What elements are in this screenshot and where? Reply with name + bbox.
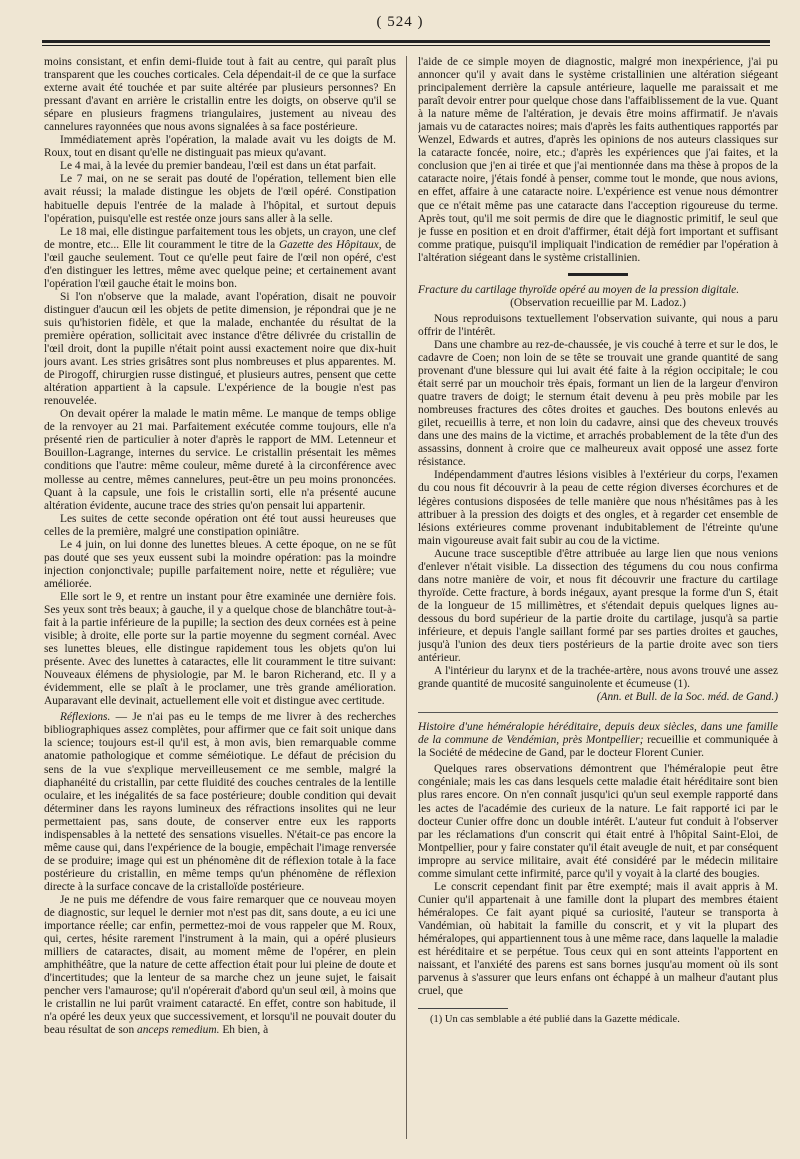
- paragraph: [44, 894, 396, 1038]
- source-citation: (Ann. et Bull. de la Soc. méd. de Gand.): [596, 691, 778, 704]
- paragraph: Aucune trace susceptible d'être attribuée au large lien que nous venions d'enlever n'était visible. La dissection des tégumens du cou nous confirma dans notre manière de voir, et nous fit découvrir une fracture du cartilage thyroïde. Cette fracture, à bords inégaux, ayant presque la forme d'un S, était de la longueur de 15 millimètres, et s'étendait depuis quelques lignes au-dessous du bord supérieur de la partie droite du cartilage, jusqu'à sa partie inférieure, et depuis l'angle saillant formé par ses parties droites et gauches, jusqu'à l'union des deux tiers postérieurs de la partie droite avec son tiers antérieur.: [418, 547, 778, 665]
- footnote-rule: [418, 1008, 508, 1009]
- reflexions-paragraph: [44, 711, 396, 894]
- column-divider: [406, 56, 407, 1139]
- page-number: ( 524 ): [376, 14, 424, 30]
- paragraph: Immédiatement après l'opération, la malade avait vu les doigts de M. Roux, tout en disant qu'elle ne distinguait pas mieux qu'avant.: [44, 134, 396, 160]
- reflexions-label: Réflexions.: [60, 711, 111, 724]
- title-italic: Histoire d'une héméralopie héréditaire, depuis deux siècles, dans une famille de la commune de Vendémian, près Montpellier;: [418, 721, 778, 747]
- paragraph: [44, 226, 396, 291]
- article-title: [418, 721, 778, 760]
- paragraph: Le conscrit cependant finit par être exempté; mais il avait appris à M. Cunier qu'il appartenait à une famille dont la plupart des membres étaient héméralopes. Ce fait ayant piqué sa curiosité, l'auteur se transporta à Vandémian, où habitait la famille du conscrit, et y vit la plupart des héméralopes, qui appartiennent tous à une même race, dans laquelle la maladie est héréditaire et se perpétue. Tous ceux qui en sont atteints l'apportent en naissant, et l'anxiété des parens est sans bornes jusqu'au moment où ils sont parvenus à s'assurer que leurs enfans ont échappé à un malheur d'autant plus cruel, que: [418, 880, 778, 998]
- paragraph: Indépendamment d'autres lésions visibles à l'extérieur du corps, l'examen du cou nous fit découvrir à la peau de cette région diverses écorchures et de légères contusions disposées de telle manière que nous n'hésitâmes pas à les attribuer à la pression des doigts et des ongles, et à regarder cet ensemble de lésions extérieures comme provenant indubitablement de l'étreinte qu'une main vigoureuse avait fait subir au cou de la victime.: [418, 469, 778, 547]
- text-run: Je ne puis me défendre de vous faire remarquer que ce nouveau moyen de diagnostic, sur lequel le dernier mot n'est pas dit, sans doute, a eu ici une importance réelle; car enfin, permettez-moi de vous rappeler que M. Roux, qui, certes, hésite rarement l'instrument à la main, qui a opéré plusieurs milliers de cataractes, disait, au moment même de l'opérer, en plein amphithéâtre, que la nature de cette affection était pour lui pleine de doute et d'incertitudes; que la lenteur de sa marche chez un jeune sujet, le faisait pencher vers l'amaurose; qu'il n'opérerait d'abord qu'un seul œil, à moins que le cristallin ne lui parût vraiment cataracté. En effet, contre son habitude, il n'a opéré les deux yeux que successivement, et lorsqu'il ne pouvait douter du beau résultat de son: [44, 894, 396, 1037]
- journal-title: Gazette des Hôpitaux,: [278, 238, 382, 251]
- text-run: Eh bien, à: [219, 1024, 269, 1037]
- paragraph: A l'intérieur du larynx et de la trachée-artère, nous avons trouvé une assez grande quantité de mucosité sanguinolente et écumeuse (1).: [418, 665, 778, 691]
- title-plain: recueillie et communiquée à la Société de médecine de Gand, par le docteur Florent Cunier.: [418, 734, 778, 760]
- paragraph: Quelques rares observations démontrent que l'héméralopie peut être congéniale; mais les cas dans lesquels cette maladie était héréditaire sont bien plus rares encore. On n'en connaît jusqu'ici qu'un seul exemple rapporté dans les actes de l'académie des curieux de la nature. Le fait rapporté ici par le docteur Cunier offre donc un double intérêt. L'auteur fut conduit à l'observer par les réclamations d'un conscrit qui était entré à l'hôpital Saint-Eloi, de Montpellier, pour y faire constater qu'il était aveugle de nuit, et par conséquent impropre au service militaire, avait été considéré par le médecin militaire comme simulant cette infirmité, parce qu'il y voyait à la clarté des bougies.: [418, 763, 778, 880]
- left-column: [44, 56, 396, 1145]
- paragraph: l'aide de ce simple moyen de diagnostic, malgré mon inexpérience, j'ai pu annoncer qu'il y avait dans le système cristallinien une altération siégeant principalement derrière la capsule antérieure, laquelle me paraissait et me paraît devoir entrer pour quelque chose dans l'affaiblissement de la vue. Quant à la nature même de l'altération, je devais être moins affirmatif. Je n'avais jamais vu de cataractes noires; mais d'après les faits authentiques rapportés par Wenzel, Edwards et autres, d'après les opinions de nos auteurs classiques sur la cataracte foncée, noire, etc.; d'après les expériences que j'ai faites, et la conclusion que j'en ai tirée et que j'ai mentionnée dans ma thèse à propos de la cataracte noire, j'étais fondé à penser, comme tout le monde, que nous avions, en effet, affaire à une cataracte noire. L'expérience est venue nous démontrer que ce n'était même pas une cataracte dans l'acception rigoureuse du terme. Après tout, qu'il me soit permis de dire que le diagnostic primitif, le seul que je fusse en position et en droit d'affirmer, était déjà fort important et suffisant comme pratique, puisqu'il impliquait l'indication de remédier par l'opération à l'altération siégeant dans le système cristallinien.: [418, 56, 778, 264]
- paragraph: Le 7 mai, on ne se serait pas douté de l'opération, tellement bien elle avait réussi; la malade distingue les objets de l'œil opéré. Constipation habituelle depuis l'entrée de la malade à l'hôpital, et surtout depuis l'opération, puisqu'elle est restée onze jours sans aller à la selle.: [44, 173, 396, 225]
- section-separator: [418, 712, 778, 713]
- paragraph: Elle sort le 9, et rentre un instant pour être examinée une dernière fois. Ses yeux sont très beaux; à gauche, il y a quelque chose de blanchâtre tout-à-fait à la partie inférieure de la pupille; la section des deux cornées est à peine visible; à droite, elle porte sur la partie moyenne du segment cornéal. Avec ses lunettes bleues, elle distingue rapidement tous les objets qu'on lui présente. Avec des lunettes à cataractes, elle lit couramment le titre suivant: Nouveaux élémens de physiologie, par M. le baron Richerand, etc. Il y a évidemment, elle se plaît à le proclamer, une très grande amélioration. Auparavant elle devinait, actuellement elle voit et distingue avec certitude.: [44, 590, 396, 708]
- section-separator: [568, 273, 628, 276]
- paragraph: Les suites de cette seconde opération ont été tout aussi heureuses que celles de la première, malgré une constipation opiniâtre.: [44, 512, 396, 538]
- paragraph: Le 4 mai, à la levée du premier bandeau, l'œil est dans un état parfait.: [60, 160, 377, 173]
- paragraph: Nous reproduisons textuellement l'observation suivante, qui nous a paru offrir de l'intérêt.: [418, 312, 778, 338]
- paragraph: On devait opérer la malade le matin même. Le manque de temps oblige de la renvoyer au 21 mai. Parfaitement exécutée comme toujours, elle n'a présenté rien de particulier à noter d'après le rapport de MM. Letenneur et Bouillon-Lagrange, internes du service. Le cristallin présentait les mêmes conditions que l'autre: même couleur, même dureté à la circonférence avec mollesse au centre, mêmes cannelures, peut-être un peu moins prononcées. Quant à la capsule, une fois le cristallin sorti, elle n'a présenté aucune altération évidente, aucune trace des stries qu'on pensait lui appartenir.: [44, 408, 396, 512]
- paragraph: Dans une chambre au rez-de-chaussée, je vis couché à terre et sur le dos, le cadavre de Coen; non loin de se tête se trouvait une grande quantité de sang provenant d'une blessure qui lui avait été faite à la région occipitale; le cou était serré par un mouchoir très épais, formant un lien de la largeur d'environ quatre travers de doigt; le sternum était devenu à peu près mobile par les nombreuses fractures des côtes droites et gauches. Des boutons enlevés au gilet, recueillis à terre, et non loin du cadavre, ainsi que des cheveux trouvés dans une des mains de la victime, et arrachés probablement de la tête d'un des assassins, donnent à croire que ce malheureux avait opposé une assez forte résistance.: [418, 338, 778, 469]
- footnote: (1) Un cas semblable a été publié dans la Gazette médicale.: [430, 1014, 680, 1026]
- article-subtitle: (Observation recueillie par M. Ladoz.): [510, 296, 686, 309]
- paragraph: moins consistant, et enfin demi-fluide tout à fait au centre, qui paraît plus transparent que les couches corticales. Cela dépendait-il de ce que la surface externe avait été touchée et par suite altérée par plusieurs personnes? En pressant d'avant en arrière le cristallin entre les doigts, on observe qu'il se sépare en plusieurs fragmens triangulaires, justement au niveau des cannelures rayonnées que nous avons signalées à sa face postérieure.: [44, 56, 396, 134]
- header-rule: [42, 40, 770, 46]
- article-title: Fracture du cartilage thyroïde opéré au moyen de la pression digitale.: [418, 283, 740, 296]
- text-run: de l'œil gauche seulement. Tout ce qu'elle peut faire de l'œil non opéré, c'est d'en distinguer les lettres, même avec quelque peine; et certainement avant l'opération l'œil gauche était le moins bon.: [44, 238, 396, 290]
- paragraph: Si l'on n'observe que la malade, avant l'opération, disait ne pouvoir distinguer d'aucun œil les objets de petite dimension, je répondrai que je ne suis qu'historien fidèle, et que la malade, enchantée du résultat de la première opération, sollicitait avec instance d'être délivrée du cristallin de l'œil droit, dont la pupille n'était point aussi exactement noire que dix-huit jours avant. Les stries grisâtres sont plus nombreuses et plus apparentes. M. de Pirogoff, chirurgien russe distingué, et plusieurs autres, pensent que cette altération appartient à la capsule. L'expérience de la bougie n'est pas renouvelée.: [44, 290, 396, 408]
- right-column: [418, 56, 778, 1145]
- paragraph: Le 4 juin, on lui donne des lunettes bleues. A cette époque, on ne se fût pas douté que ses yeux eussent subi la moindre opération: pas la moindre injection conjonctivale; pupille parfaitement noire, nette et régulière; vue améliorée.: [44, 538, 396, 590]
- text-run: Le 18 mai, elle distingue parfaitement tous les objets, un crayon, une clef de montre, etc... Elle lit couramment le titre de la: [44, 225, 396, 251]
- latin-phrase: anceps remedium.: [137, 1024, 220, 1037]
- text-run: — Je n'ai pas eu le temps de me livrer à des recherches bibliographiques assez complètes, pour affirmer que ce fait soit unique dans la science; toujours est-il qu'il est, à mon avis, bien remarquable comme anatomie pathologique et comme séméiotique. Le défaut de précision du sens de la vue s'explique merveilleusement ce me semble, malgré la diaphanéité du cristallin, par cette fluidité des couches centrales de la lentille oculaire, et les inégalités de sa face postérieure; double condition qui devait déterminer dans les rayons lumineux des réfractions insolites qui ne leur permettaient pas, sans doute, de conserver entre eux les rapports indispensables à la netteté des sensations visuelles. N'était-ce pas encore la même cause qui, dans l'expérience de la bougie, empêchait l'image renversée de se produire; image qui est un phénomène dit de réflexion totale à la face postérieure du cristallin, en même temps qu'un phénomène de réflexion directe à la surface concave de la cristalloïde postérieure.: [44, 711, 396, 893]
